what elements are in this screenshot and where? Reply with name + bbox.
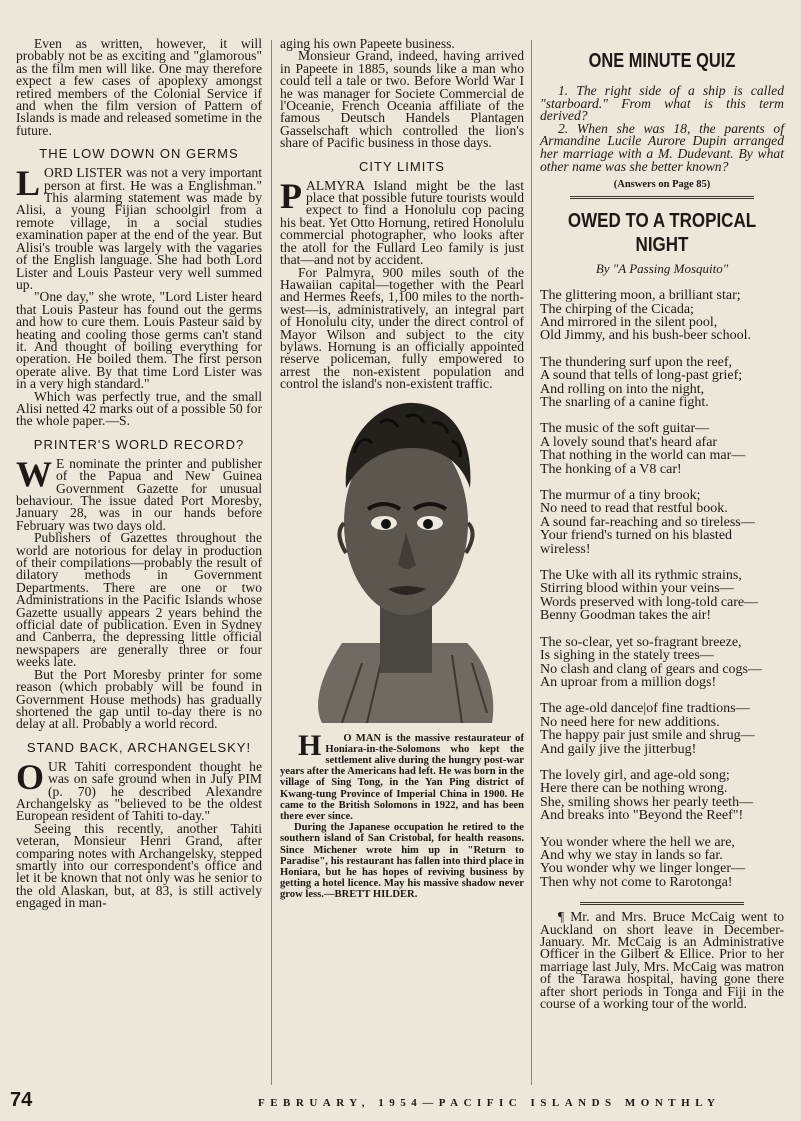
poem — [540, 289, 784, 889]
running-title: FEBRUARY, 1954—PACIFIC ISLANDS MONTHLY — [258, 1097, 721, 1109]
quiz-title: ONE MINUTE QUIZ — [588, 50, 736, 72]
archangelsky-paragraph-1: OUR Tahiti correspondent thought he was on safe ground when in July PIM (p. 70) he described Alexandre Archangelsky as "believed to be the oldest European resident of Tahiti to-day." — [16, 756, 262, 824]
poem-line: Here there can be nothing wrong. — [540, 781, 728, 797]
poem-line: Stirring blood within your veins— — [540, 581, 734, 597]
germs-paragraph-2: "One day," she wrote, "Lord Lister heard that Louis Pasteur has found out the germs and how to cure them. Louis Pasteur said by heating and cooling those germs can't stand it. And thought of boiling everything for operation. He boiled them. The first person operate alive. By that time Lord Lister was in a very high standard." — [16, 289, 262, 392]
heading-printer: PRINTER'S WORLD RECORD? — [33, 436, 245, 452]
poem-stanza — [540, 769, 784, 823]
poem-line: The age-old dance|of fine tradtions— — [540, 701, 750, 717]
poem-line: And why we stay in lands so far. — [540, 847, 723, 863]
column-rule-right — [531, 40, 532, 1085]
printer-paragraph-1: W E nominate the printer and publisher of the Papua and New Guinea Government Gazette for unusual behaviour. The issue dated Port Moresby, January 28, was in our hands before February was two days old. — [16, 453, 262, 533]
poem-line: A sound that tells of long-past grief; — [540, 368, 743, 384]
poem-line: No need to read that restful book. — [540, 501, 728, 517]
quiz-question-1: 1. The right side of a ship is called "starboard." From what is this term derived? — [540, 83, 784, 124]
poem-stanza — [540, 489, 784, 556]
poem-line: That nothing in the world can mar— — [540, 448, 746, 464]
poem-line: The snarling of a canine fight. — [540, 395, 709, 410]
poem-line: A lovely sound that's heard afar — [540, 434, 718, 450]
poem-line: She, smiling shows her pearly teeth— — [540, 794, 754, 810]
germs-paragraph-3: Which was perfectly true, and the small Alisi netted 42 marks out of a possible 50 for the whole paper.—S. — [16, 388, 262, 429]
poem-stanza — [540, 569, 784, 623]
poem-line: The chirping of the Cicada; — [540, 301, 694, 317]
mccaig-note: ¶ Mr. and Mrs. Bruce McCaig went to Auckland on short leave in December-January. Mr. McCaig is an Administrative Officer in the Gilbert & Ellice. Prior to her marriage last July, Mrs. McCaig was matron of the Tarawa hospital, having gone there after short periods in Tonga and Fiji in the course of a working tour of the world. — [540, 909, 784, 1012]
poem-stanza — [540, 422, 784, 476]
printer-paragraph-2: Publishers of Gazettes throughout the world are notorious for delay in production of their compilations—probably the result of dilatory methods in Government Departments. There are one or two Administrations in the Pacific Islands whose Gazette usually appears 2 years behind the official date of publication. Even in Sydney and Canberra, the depressing little official newspapers are generally three or four weeks late. — [16, 530, 262, 670]
column-rule-left — [271, 40, 272, 1085]
poem-stanza — [540, 636, 784, 690]
portrait-caption: H O MAN is the massive restaurateur of Honiara-in-the-Solomons who kept the settlement alive during the hungry post-war years after the Americans had left. He was born in the village of Sing Tong, in the Yan Ping district of Kwang-tung Province of Imperial China in 1900. He came to the British Solomons in 1922, and has been there ever since. — [280, 728, 524, 822]
poem-line: Old Jimmy, and his bush-beer school. — [540, 328, 752, 344]
portrait-caption-2: During the Japanese occupation he retired to the southern island of San Cristobal, for health reasons. Since Michener wrote him up in "Return to Paradise", his restaurant has fallen into third place in Honiara, but he has hopes of reviving business by getting a hotel licence. May his massive shadow never grow less.—BRETT HILDER. — [280, 822, 524, 901]
column-right — [540, 38, 784, 1010]
poem-line: No need here for new additions. — [540, 714, 720, 730]
poem-line: Benny Goodman takes the air! — [540, 608, 712, 624]
drop-cap: W — [16, 453, 52, 494]
poem-line: The murmur of a tiny brook; — [540, 488, 701, 504]
drop-cap: O — [16, 756, 45, 797]
poem-line: You wonder where the hell we are, — [540, 834, 735, 850]
intro-paragraph: Even as written, however, it will probably not be as exciting and "glamorous" as the film men will like. One may therefore expect a few cases of apoplexy amongst retired members of the Colonial Service if and when the film version of Pattern of Islands is made and released sometime in the future. — [16, 36, 262, 138]
poem-line: The lovely girl, and age-old song; — [540, 767, 730, 783]
quiz-question-2: 2. When she was 18, the parents of Armandine Lucile Aurore Dupin arranged her marriage with a M. Dudevant. By what other name was she better known? — [540, 120, 784, 174]
poem-line: Then why not come to Rarotonga! — [540, 874, 733, 890]
continued-paragraph: aging his own Papeete business. — [280, 36, 455, 51]
quiz — [540, 85, 784, 173]
germs-paragraph-1: LORD LISTER was not a very important person at first. He was a Englishman." This alarming statement was made by Alisi, a young Fijian schoolgirl from a remote village, in a social studies examination paper at the end of the year. But Alisi's trouble was largely with the vagaries of the English language. She had both Lord Lister and Louis Pasteur very well summed up. — [16, 163, 262, 292]
column-left — [16, 38, 262, 910]
poem-stanza — [540, 289, 784, 343]
heading-city-limits: CITY LIMITS — [359, 158, 445, 174]
poem-line: And rolling on into the night, — [540, 381, 705, 397]
poem-line: The happy pair just smile and shrug— — [540, 728, 755, 744]
poem-stanza — [540, 836, 784, 890]
poem-byline: By "A Passing Mosquito" — [595, 261, 729, 277]
grand-paragraph: Monsieur Grand, indeed, having arrived in Papeete in 1885, sounds like a man who could tell a tale or two. Before World War I he was manager for Societe Commercial de l'Oceanie, French Oceania affiliate of the famous Deutsch Handels Plantagen Gasselschaft which controlled the lion's share of Pacific business in those days. — [280, 48, 524, 151]
drop-cap: H — [298, 728, 322, 762]
heading-archangelsky: STAND BACK, ARCHANGELSKY! — [26, 739, 252, 755]
poem-line: And breaks into "Beyond the Reef"! — [540, 808, 744, 824]
archangelsky-paragraph-2: Seeing this recently, another Tahiti veteran, Monsieur Henri Grand, after comparing notes with Archangelsky, stepped smartly into our correspondent's office and let it be known that not only was he senior to the old Alaskan, but, at 83, is still actively engaged in man- — [16, 820, 262, 911]
poem-line: Words preserved with long-told care— — [540, 594, 759, 610]
poem-line: No clash and clang of gears and cogs— — [540, 661, 762, 677]
drop-cap: L — [16, 163, 41, 204]
divider — [580, 902, 744, 905]
poem-line: Your friend's turned on his blasted wireless! — [540, 528, 733, 557]
column-middle — [280, 38, 524, 901]
poem-line: And mirrored in the silent pool, — [540, 314, 718, 330]
printer-paragraph-3: But the Port Moresby printer for some reason (which probably will be found in Government House methods) has gradually shortened the gap until to-day there is no delay at all. Probably a world record. — [16, 666, 262, 732]
portrait-illustration — [302, 393, 502, 723]
quiz-answers-ref: (Answers on Page 85) — [613, 179, 711, 191]
poem-stanza — [540, 702, 784, 756]
poem-line: A sound far-reaching and so tireless— — [540, 514, 755, 530]
poem-line: The Uke with all its rythmic strains, — [540, 568, 742, 584]
poem-line: And gaily jive the jitterbug! — [540, 741, 697, 757]
poem-line: Is sighing in the stately trees— — [540, 648, 714, 664]
poem-line: You wonder why we linger longer— — [540, 861, 746, 877]
poem-line: The honking of a V8 car! — [540, 461, 682, 477]
drop-cap: P — [280, 175, 302, 216]
city-paragraph-2: For Palmyra, 900 miles south of the Hawaiian capital—together with the Pearl and Hermes Reefs, 1,100 miles to the north-west—is, administratively, an integral part of Honolulu city, under the direct control of Mayor Wilson and subject to the city bylaws. Hornung is an officially appointed reserve policeman, fully empowered to arrest the non-existent population and control the island's non-existent traffic. — [280, 264, 524, 392]
poem-stanza — [540, 356, 784, 410]
heading-germs: THE LOW DOWN ON GERMS — [39, 146, 239, 162]
page-number: 74 — [10, 1089, 33, 1111]
poem-line: An uproar from a million dogs! — [540, 674, 717, 690]
poem-title: OWED TO A TROPICAL NIGHT — [567, 210, 757, 257]
poem-line: The so-clear, yet so-fragrant breeze, — [540, 634, 742, 650]
poem-line: The glittering moon, a brilliant star; — [540, 288, 741, 304]
poem-line: The music of the soft guitar— — [540, 421, 710, 437]
divider — [570, 196, 754, 199]
city-paragraph-1: PALMYRA Island might be the last place that possible future tourists would expect to find a Honolulu cop pacing his beat. Yet Otto Hornung, retired Honolulu commercial photographer, who looks after the atoll for the Fullard Leo family is just that—and not by accident. — [280, 175, 524, 268]
poem-line: The thundering surf upon the reef, — [540, 354, 733, 370]
